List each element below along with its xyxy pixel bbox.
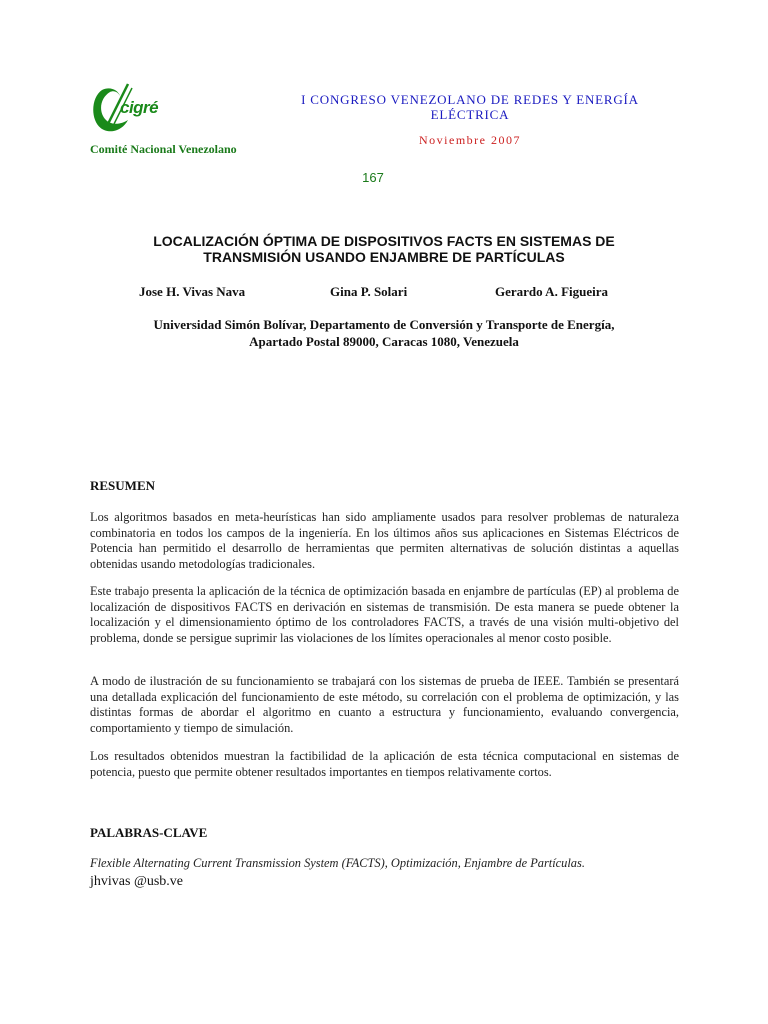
paper-title <box>100 233 668 265</box>
author-2: Gina P. Solari <box>330 284 408 299</box>
cigre-logo <box>88 80 178 140</box>
abstract-paragraph-4: Los resultados obtenidos muestran la factibilidad de la aplicación de esta técnica computacional en sistemas de potencia, puesto que permite obtener resultados importantes en tiempos relativamente cortos. <box>90 749 679 779</box>
abstract-paragraph-3: A modo de ilustración de su funcionamiento se trabajará con los sistemas de prueba de IEEE. También se presentará una detallada explicación del funcionamiento de este método, su correlación con el problema de optimización, y las distintas formas de abordar el algoritmo en cuanto a estructura y funcionamiento, evaluando convergencia, comportamiento y tiempo de simulación. <box>90 674 679 735</box>
author-email: jhvivas @usb.ve <box>90 874 183 889</box>
affiliation-line-2: Apartado Postal 89000, Caracas 1080, Venezuela <box>249 334 519 349</box>
logo-text: cigré <box>120 98 159 117</box>
keywords-heading: PALABRAS-CLAVE <box>90 825 208 840</box>
title-line-1: LOCALIZACIÓN ÓPTIMA DE DISPOSITIVOS FACTS EN SISTEMAS DE <box>153 233 615 249</box>
affiliation-line-1: Universidad Simón Bolívar, Departamento de Conversión y Transporte de Energía, <box>153 317 615 332</box>
abstract-paragraph-1: Los algoritmos basados en meta-heurísticas han sido ampliamente usados para resolver problemas de naturaleza combinatoria en todos los campos de la ingeniería. En los últimos años sus aplicaciones en Sistemas Eléctricos de Potencia han permitido el desarrollo de herramientas que permiten alternativas de solución distintas a aquellas obtenidas usando metodologías tradicionales. <box>90 510 679 571</box>
keywords-text: Flexible Alternating Current Transmission System (FACTS), Optimización, Enjambre de Partículas. <box>90 856 585 870</box>
committee-name: Comité Nacional Venezolano <box>90 142 237 156</box>
abstract-paragraph-2: Este trabajo presenta la aplicación de la técnica de optimización basada en enjambre de partículas (EP) al problema de localización de dispositivos FACTS en derivación en sistemas de transmisión. De esta manera se puede obtener la localización y el dimensionamiento óptimo de los controladores FACTS, a través de una visión multi-objetivo del problema, donde se persigue suprimir las violaciones de los límites operacionales al menor costo posible. <box>90 584 679 645</box>
congress-title <box>270 92 670 122</box>
abstract-heading: RESUMEN <box>90 478 156 493</box>
author-1: Jose H. Vivas Nava <box>139 284 246 299</box>
congress-line-2: ELÉCTRICA <box>430 107 510 122</box>
congress-line-1: I CONGRESO VENEZOLANO DE REDES Y ENERGÍA <box>301 92 639 107</box>
title-line-2: TRANSMISIÓN USANDO ENJAMBRE DE PARTÍCULAS <box>203 249 565 265</box>
congress-date: Noviembre 2007 <box>419 133 521 147</box>
author-3: Gerardo A. Figueira <box>495 284 609 299</box>
affiliation <box>90 316 678 350</box>
page-number: 167 <box>362 170 384 185</box>
